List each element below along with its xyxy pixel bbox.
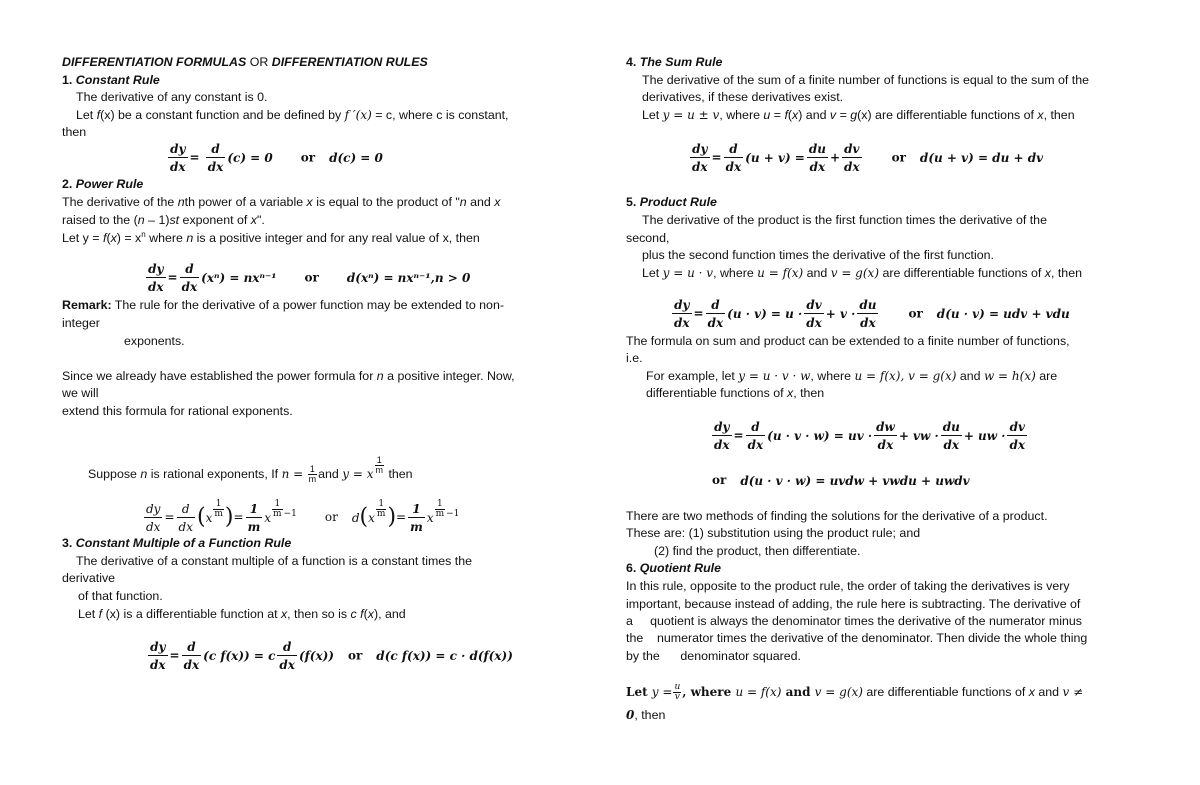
fraction-1-m: $\frac{1}{m}$ [308, 464, 317, 485]
section-5-line-4: Let y = u · v, where u = f(x) and v = g(x) are differentiable functions of x, then [642, 266, 1082, 280]
fraction-d-dx: $\frac{d}{dx}$ [181, 262, 198, 294]
section-3-line-2: derivative [62, 571, 116, 585]
fraction-dy-dx: $\frac{dy}{dx}$ [150, 640, 166, 672]
remark-line-1: Remark: The rule for the derivative of a power function may be extended to non- [62, 298, 504, 312]
fraction-d-dx: $\frac{d}{dx}$ [725, 142, 742, 174]
section-3-line-1: The derivative of a constant multiple of a function is a constant times the [76, 554, 473, 568]
fraction-1-m: $\frac{1}{m}$ [247, 501, 261, 534]
section-4-line-3: Let y = u ± v, where u = f(x) and v = g(x) are differentiable functions of x, then [642, 108, 1075, 122]
document-title: DIFFERENTIATION FORMULAS OR DIFFERENTIATION RULES [62, 55, 428, 69]
fraction-dv-dx: $\frac{dv}{dx}$ [1009, 420, 1026, 452]
fraction-du-dx: $\frac{du}{dx}$ [859, 298, 877, 330]
section-2-line-2: raised to the (n – 1)st exponent of x". [62, 213, 265, 227]
since-line-3: extend this formula for rational exponents. [62, 404, 293, 418]
fraction-d-dx: $\frac{d}{dx}$ [707, 298, 724, 330]
extension-line-2: i.e. [626, 351, 643, 365]
fraction-dy-dx: $\frac{dy}{dx}$ [692, 142, 708, 174]
fraction-d-dx: $\frac{d}{dx}$ [207, 142, 224, 174]
quotient-para-line-2: important, because instead of adding, the rule here is subtracting. The derivative of [626, 597, 1081, 611]
section-2-heading: 2. Power Rule [62, 177, 144, 191]
constant-rule-equation: $\frac{dy}{dx}$ = $\frac{d}{dx}$ (c) = 0 or d(c) = 0 [170, 142, 383, 174]
fraction-dv-dx: $\frac{dv}{dx}$ [806, 298, 822, 330]
rational-exponent-equation: $\frac{dy}{dx}$ = $\frac{d}{dx}$ (x $\frac{1}{m}$ )= $\frac{1}{m}$ x $\frac{1}{m}$ $^{-1}$ or d(x $\frac{1}{m}$ )= $\frac{1}{m}$ x $\frac{1}{m}$ $^{-1}$ [146, 499, 460, 534]
fraction-dw-dx: $\frac{dw}{dx}$ [876, 420, 895, 452]
example-line-1: For example, let y = u · v · w, where u = f(x), v = g(x) and w = h(x) are [646, 369, 1058, 383]
quotient-para-line-5: by the denominator squared. [626, 649, 801, 663]
methods-line-1: There are two methods of finding the solutions for the derivative of a product. [626, 509, 1048, 523]
section-3-line-3: of that function. [78, 589, 163, 603]
section-5-line-2: second, [626, 231, 670, 245]
section-4-line-1: The derivative of the sum of a finite number of functions is equal to the sum of the [642, 73, 1089, 87]
triple-product-equation: $\frac{dy}{dx}$ = $\frac{d}{dx}$ (u · v · w) = uv · $\frac{dw}{dx}$ + vw · $\frac{du}{dx}$ + uw · $\frac{dv}{dx}$ [714, 420, 1026, 452]
section-3-line-4: Let f (x) is a differentiable function at x, then so is c f(x), and [78, 607, 406, 621]
section-1-line-1: The derivative of any constant is 0. [76, 90, 268, 104]
quotient-para-line-3: a quotient is always the denominator times the derivative of the numerator minus [626, 614, 1082, 628]
fraction-dy-dx: $\frac{dy}{dx}$ [146, 501, 161, 534]
fraction-dy-dx: $\frac{dy}{dx}$ [148, 262, 164, 294]
section-2-line-3: Let $y = f(x) = x^n$ where n is a positive integer and for any real value of x, then [62, 229, 480, 245]
section-6-heading: 6. Quotient Rule [626, 561, 722, 575]
quotient-para-line-4: the numerator times the derivative of the denominator. Then divide the whole thing [626, 631, 1088, 645]
section-2-line-1: The derivative of the nth power of a variable x is equal to the product of "n and x [62, 195, 501, 209]
quotient-let-line-2: 0, then [626, 708, 666, 722]
section-3-heading: 3. Constant Multiple of a Function Rule [62, 536, 292, 550]
fraction-dv-dx: $\frac{dv}{dx}$ [844, 142, 860, 174]
methods-line-2: These are: (1) substitution using the product rule; and [626, 526, 921, 540]
fraction-dy-dx: $\frac{dy}{dx}$ [714, 420, 730, 452]
section-4-line-2: derivatives, if these derivatives exist. [642, 90, 844, 104]
section-5-line-3: plus the second function times the derivative of the first function. [642, 248, 994, 262]
section-4-heading: 4. The Sum Rule [626, 55, 723, 69]
fraction-dy-dx: $\frac{dy}{dx}$ [170, 142, 186, 174]
fraction-dy-dx: $\frac{dy}{dx}$ [674, 298, 690, 330]
example-line-2: differentiable functions of x, then [646, 386, 825, 400]
fraction-d-dx: $\frac{d}{dx}$ [747, 420, 764, 452]
extension-line-1: The formula on sum and product can be extended to a finite number of functions, [626, 334, 1070, 348]
product-rule-equation: $\frac{dy}{dx}$ = $\frac{d}{dx}$ (u · v) = u · $\frac{dv}{dx}$ + v · $\frac{du}{dx}$ or d(u · v) = udv + vdu [674, 298, 1070, 330]
since-line-2: we will [62, 386, 99, 400]
section-1-line-2: Let f(x) be a constant function and be defined by f ′(x) = c, where c is constant, [76, 108, 509, 122]
remark-line-3: exponents. [124, 334, 185, 348]
sum-rule-equation: $\frac{dy}{dx}$ = $\frac{d}{dx}$ (u + v) = $\frac{du}{dx}$ + $\frac{dv}{dx}$ or d(u + v) = du + dv [692, 142, 1044, 174]
fraction-d-dx: $\frac{d}{dx}$ [279, 640, 295, 672]
quotient-let-line: Let y = $\frac{u}{v}$ , where u = f(x) and v = g(x) are differentiable functions of x and v ≠ [626, 682, 1084, 703]
section-5-heading: 5. Product Rule [626, 195, 717, 209]
methods-line-3: (2) find the product, then differentiate. [654, 544, 861, 558]
quotient-para-line-1: In this rule, opposite to the product rule, the order of taking the derivatives is very [626, 579, 1070, 593]
section-1-line-3: then [62, 125, 87, 139]
exponent-1-m: $\frac{1}{m}$ [375, 455, 383, 475]
section-5-line-1: The derivative of the product is the first function times the derivative of the [642, 213, 1047, 227]
fraction-d-dx: $\frac{d}{dx}$ [183, 640, 200, 672]
triple-product-differential: or d(u · v · w) = uvdw + vwdu + uwdv [712, 473, 970, 488]
fraction-du-dx: $\frac{du}{dx}$ [808, 142, 826, 174]
fraction-du-dx: $\frac{du}{dx}$ [942, 420, 960, 452]
section-1-heading: 1. Constant Rule [62, 73, 160, 87]
since-line-1: Since we already have established the power formula for n a positive integer. Now, [62, 369, 515, 383]
suppose-line: Suppose n is rational exponents, If n = $\frac{1}{m}$ and y = x $\frac{1}{m}$ then [88, 455, 413, 485]
power-rule-equation: $\frac{dy}{dx}$ = $\frac{d}{dx}$ (xⁿ) = nxⁿ⁻¹ or d(xⁿ) = nxⁿ⁻¹,n > 0 [148, 262, 471, 294]
constant-multiple-equation: $\frac{dy}{dx}$ = $\frac{d}{dx}$ (c f(x)) = c $\frac{d}{dx}$ (f(x)) or d(c f(x)) = c · d(f(x)) [150, 640, 513, 672]
fraction-u-v: $\frac{u}{v}$ [674, 682, 681, 703]
fraction-d-dx: $\frac{d}{dx}$ [178, 501, 193, 534]
remark-line-2: integer [62, 316, 100, 330]
